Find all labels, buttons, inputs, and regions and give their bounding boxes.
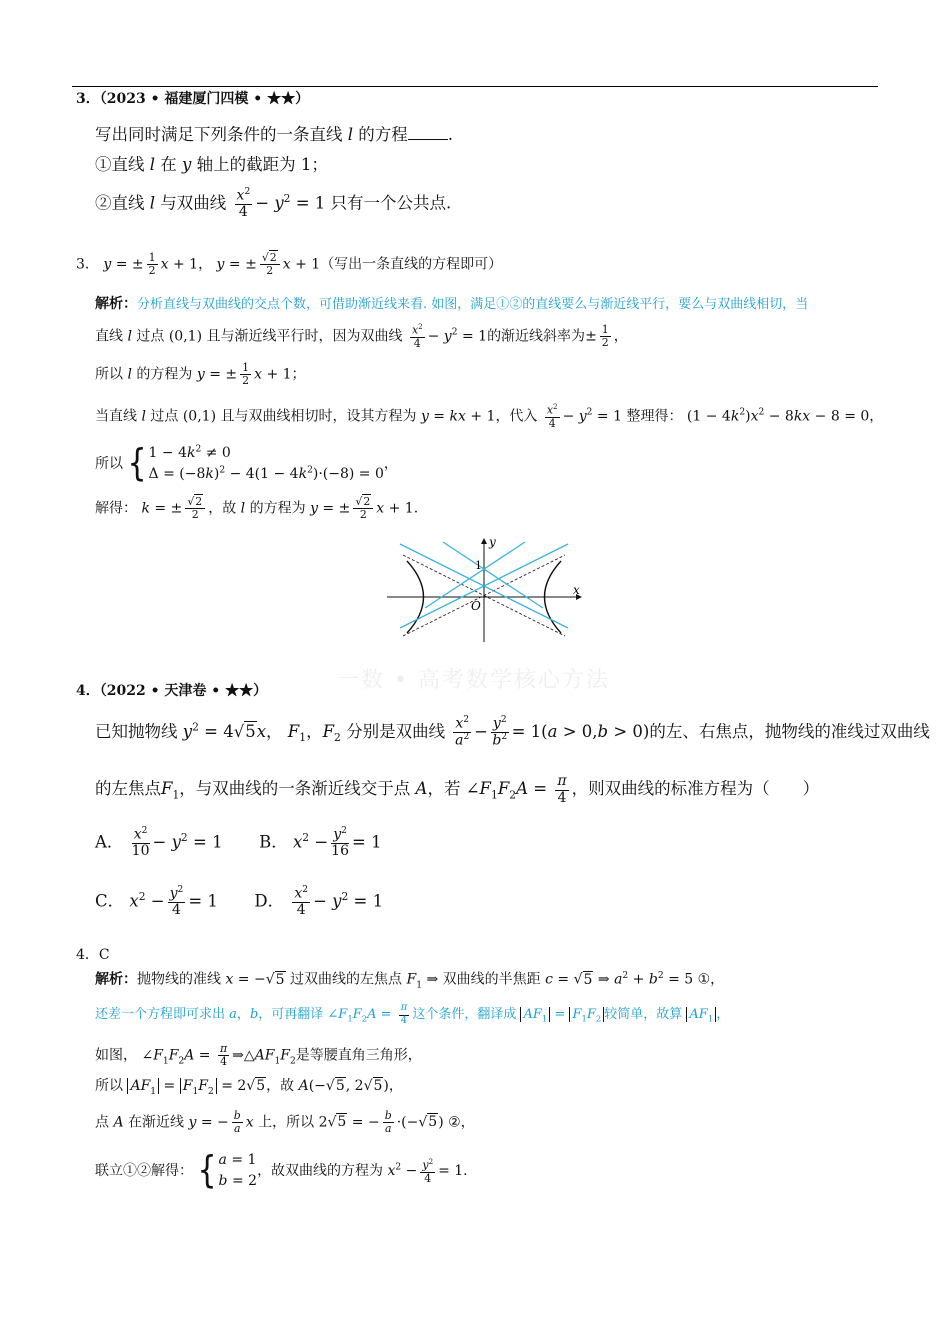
answer-blank xyxy=(408,138,448,140)
option-b-label: B． xyxy=(259,832,288,852)
formula: $\frac{x^2}{4}$ xyxy=(236,187,251,221)
q3-number: 3． xyxy=(76,91,100,107)
q4-stem-line-2: 的左焦点$F_1$，与双曲线的一条渐近线交于点 A，若 $\angle F_1F_2A$ = $\frac{\pi}{4}$ ，则双曲线的标准方程为（ ） xyxy=(95,773,820,806)
intercept-label: 1 xyxy=(475,559,482,572)
a4-analysis-line-3: 如图， $\angle F_1F_2A$ = $\frac{\pi}{4}$ $\Rightarrow\triangle AF_1F_2$是等腰直角三角形， xyxy=(95,1042,422,1069)
option-a-label: A． xyxy=(95,832,124,852)
q4-options-row-1: A． $\frac{x^2}{10}$ − $y^2 = 1$ B． $x^2$ − $\frac{y^2}{16}$ = 1 xyxy=(95,826,382,860)
q3-condition-2: ②直线 l 与双曲线 $\frac{x^2}{4}$ − $y^2 = 1$ 只有一个公共点. xyxy=(95,187,452,221)
a3-analysis-line-3: 所以 l 的方程为 y = ± $\frac{1}{2}$ x + 1； xyxy=(95,361,306,388)
a4-analysis-line-6: 联立①②解得： { a = 1 b = 2 ，故双曲线的方程为 $x^2$ − $\frac{y^2}{4}$ = 1. xyxy=(95,1148,468,1193)
a3-analysis-line-1: 解析：分析直线与双曲线的交点个数，可借助渐近线来看. 如图，满足①②的直线要么与渐近线平行，要么与双曲线相切，当 xyxy=(95,296,809,312)
a3-answer-line: 3． y = ± $\frac{1}{2}$ x + 1， y = ± $\frac{√2}{2}$ x + 1（写出一条直线的方程即可） xyxy=(76,251,503,278)
a4-analysis-line-1: 解析：抛物线的准线 x = −√5 过双曲线的左焦点 $F_1$ ⇒ 双曲线的半焦距 c = √5 ⇒ $a^2 + b^2 = 5$ ①， xyxy=(95,971,725,991)
option-c-label: C． xyxy=(95,891,125,911)
a3-analysis-line-4: 当直线 l 过点 (0,1) 且与双曲线相切时，设其方程为 y = kx + 1，代入 $\frac{x^2}{4}$ − $y^2 = 1$ 整理得： $(1 - 4k^2)x^2 - 8kx - 8 = 0$， xyxy=(95,402,884,431)
a3-analysis-line-5: 所以 { $1 - 4k^2 \ne 0$ $\Delta = (-8k)^2 - 4(1 - 4k^2)\cdot(-8) = 0$ ， xyxy=(95,441,398,486)
a4-analysis-line-5: 点 A 在渐近线 y = − $\frac{b}{a}$ x 上，所以 2√5 = − $\frac{b}{a}$ ·(−√5) ②， xyxy=(95,1109,475,1136)
origin-label: O xyxy=(471,599,481,613)
q4-options-row-2: C． $x^2$ − $\frac{y^2}{4}$ = 1 D． $\frac{x^2}{4}$ − $y^2 = 1$ xyxy=(95,885,384,919)
q4-header: 4．（2022 • 天津卷 • ★★） xyxy=(76,683,268,699)
a4-answer-line: 4．C xyxy=(76,947,110,963)
x-axis-label: x xyxy=(573,583,580,597)
a3-analysis-line-2: 直线 l 过点 (0,1) 且与渐近线平行时，因为双曲线 $\frac{x^2}{4}$ − $y^2 = 1$的渐近线斜率为± $\frac{1}{2}$ ， xyxy=(95,322,628,351)
a3-analysis-line-6: 解得： k = ± $\frac{√2}{2}$ ，故 l 的方程为 y = ± $\frac{√2}{2}$ x + 1. xyxy=(95,495,419,522)
q3-condition-1: ①直线 l 在 y 轴上的截距为 1； xyxy=(95,155,328,174)
a4-hint-line: 还差一个方程即可求出 a，b，可再翻译 $\angle F_1F_2A$ = $\frac{\pi}{4}$ 这个条件，翻译成 $AF_1 = F_1F_2$ 较简单，故算 $AF_1$ ， xyxy=(95,1002,730,1026)
tangent-line-2 xyxy=(443,542,543,608)
a4-answer: C xyxy=(98,947,110,963)
watermark: 一数 • 高考数学核心方法 xyxy=(337,668,610,693)
q4-stem-line-1: 已知抛物线 $y^2 = 4√5x$， $F_1$，$F_2$ 分别是双曲线 $\frac{x^2}{a^2}$ − $\frac{y^2}{b^2}$ = 1(a > 0,b > 0)的左、右焦点，抛物线的准线过双曲线 xyxy=(95,715,930,750)
q3-stem: 写出同时满足下列条件的一条直线 l 的方程 . xyxy=(95,125,454,144)
q3-header xyxy=(76,92,309,106)
y-axis-label: y xyxy=(489,535,496,549)
option-d-label: D． xyxy=(254,891,285,911)
top-rule xyxy=(72,86,878,87)
hyperbola-figure xyxy=(385,535,585,645)
q3-source: （2023 • 福建厦门四模 • ★★） xyxy=(99,91,310,107)
a4-analysis-line-4: 所以 $AF_1 = F_1F_2 = 2√5$，故 A(−√5, 2√5)， xyxy=(95,1078,403,1097)
